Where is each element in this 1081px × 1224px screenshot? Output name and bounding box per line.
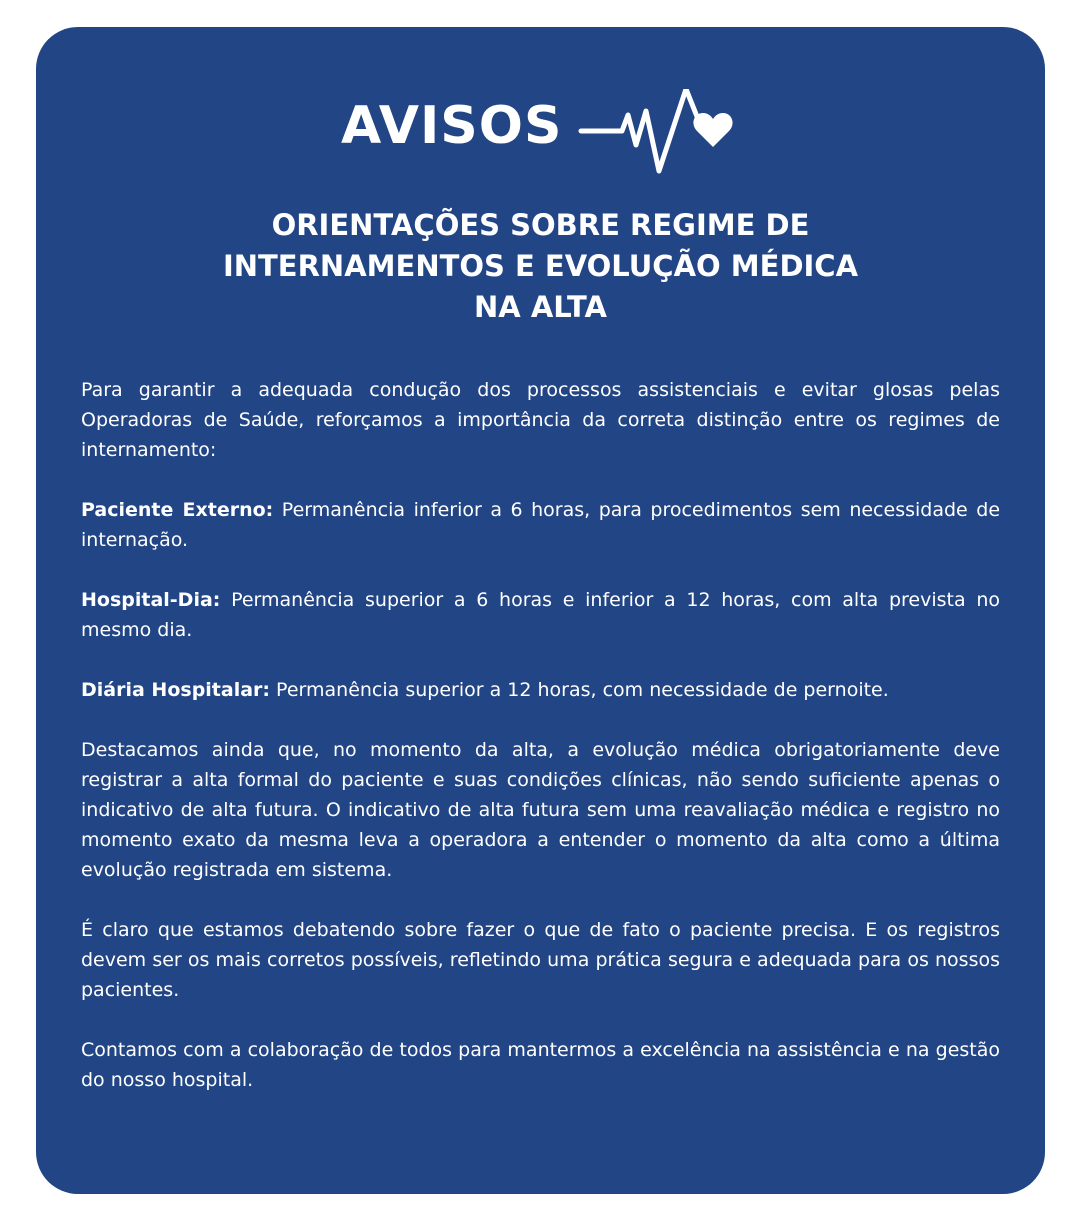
regime-hospital-dia [81, 585, 1000, 645]
subtitle-line: ORIENTAÇÕES SOBRE REGIME DE [271, 208, 810, 242]
header [36, 89, 1045, 189]
subtitle-line: NA ALTA [474, 290, 607, 324]
heartbeat-heart-icon [576, 89, 736, 189]
regime-text: Permanência inferior a 6 horas, para procedimentos sem necessidade de internação. [81, 499, 1001, 551]
page-title: AVISOS [341, 96, 563, 156]
notice-card [36, 27, 1045, 1194]
alta-paragraph: Destacamos ainda que, no momento da alta, a evolução médica obrigatoriamente deve registrar a alta formal do paciente e suas condições clínicas, não sendo suficiente apenas o indicativo de alta futura. O indicativo de alta futura sem uma reavaliação médica e registro no momento exato da mesma leva a operadora a entender o momento da alta como a última evolução registrada em sistema. [81, 739, 1000, 881]
regime-text: Permanência superior a 12 horas, com necessidade de pernoite. [270, 679, 889, 701]
regime-text: Permanência superior a 6 horas e inferior a 12 horas, com alta prevista no mesmo dia. [81, 589, 1000, 641]
regime-label: Hospital-Dia: [81, 589, 221, 611]
subtitle-line: INTERNAMENTOS E EVOLUÇÃO MÉDICA [222, 249, 859, 283]
subtitle [36, 205, 1045, 328]
registros-paragraph: É claro que estamos debatendo sobre fazer o que de fato o paciente precisa. E os registros devem ser os mais corretos possíveis, refletindo uma prática segura e adequada para os nossos pacientes. [81, 919, 1000, 1001]
regime-diaria-hospitalar [81, 675, 1000, 705]
closing-paragraph: Contamos com a colaboração de todos para mantermos a excelência na assistência e na gestão do nosso hospital. [81, 1039, 1000, 1091]
notice-body [81, 375, 1000, 1095]
regime-label: Paciente Externo: [81, 499, 274, 521]
regime-paciente-externo [81, 495, 1000, 555]
intro-paragraph: Para garantir a adequada condução dos processos assistenciais e evitar glosas pelas Operadoras de Saúde, reforçamos a importância da correta distinção entre os regimes de internamento: [81, 379, 1000, 461]
regime-label: Diária Hospitalar: [81, 679, 271, 701]
